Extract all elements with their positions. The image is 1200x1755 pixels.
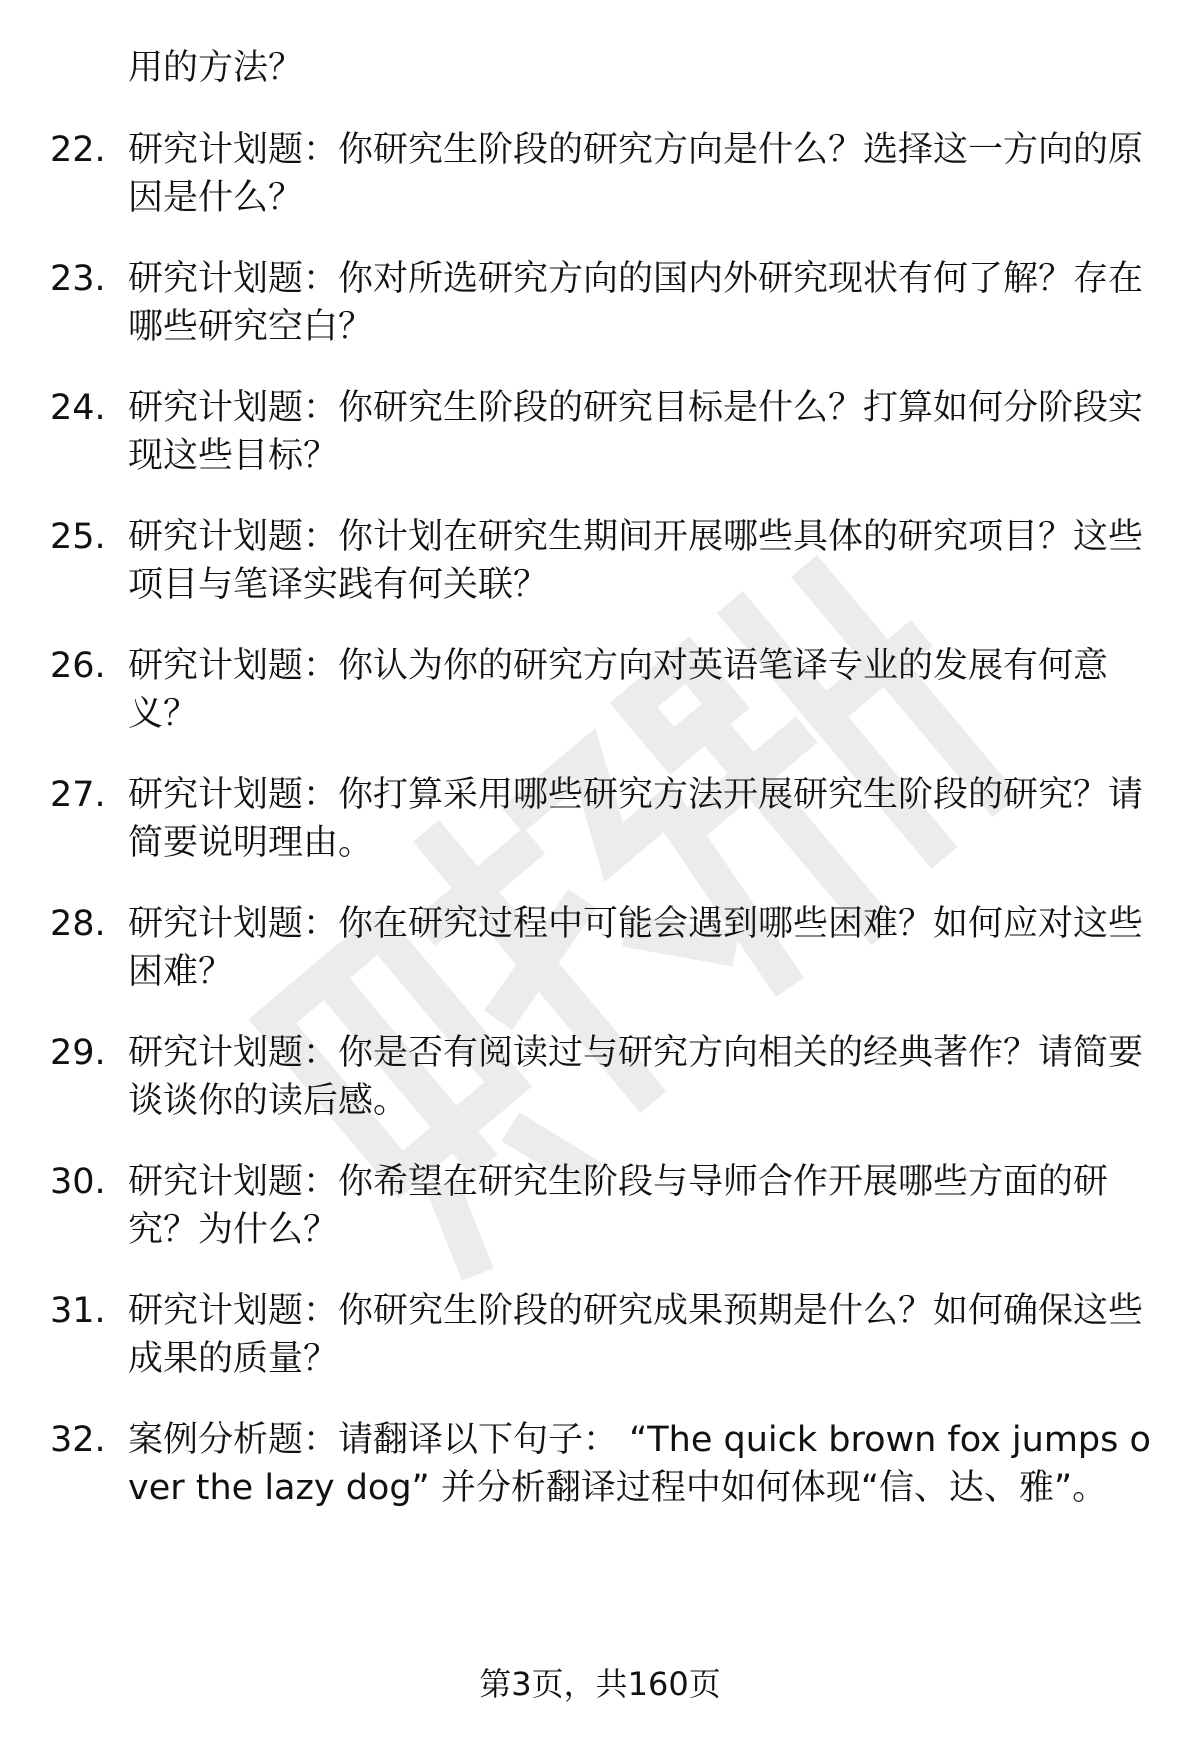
continuation-text: 用的方法？	[128, 48, 304, 88]
question-text: 研究计划题：你是否有阅读过与研究方向相关的经典著作？请简要谈谈你的读后感。	[128, 1033, 1144, 1121]
question-number: 22.	[50, 130, 106, 170]
question-item	[50, 384, 1160, 480]
question-text: 研究计划题：你认为你的研究方向对英语笔译专业的发展有何意义？	[128, 646, 1109, 734]
question-number: 32.	[50, 1420, 106, 1460]
question-text: 研究计划题：你研究生阶段的研究方向是什么？选择这一方向的原因是什么？	[128, 130, 1144, 218]
question-item	[50, 255, 1160, 351]
question-item	[50, 900, 1160, 996]
question-number: 27.	[50, 775, 106, 815]
question-number: 25.	[50, 517, 106, 557]
question-text: 案例分析题：请翻译以下句子： “The quick brown fox jumps over the lazy dog” 并分析翻译过程中如何体现“信、达、雅”。	[128, 1420, 1151, 1508]
question-number: 24.	[50, 388, 106, 428]
question-number: 26.	[50, 646, 106, 686]
question-list	[50, 44, 1160, 1545]
question-number: 29.	[50, 1033, 106, 1073]
question-item	[50, 513, 1160, 609]
question-number: 30.	[50, 1162, 106, 1202]
question-item	[50, 1287, 1160, 1383]
question-text: 研究计划题：你在研究过程中可能会遇到哪些困难？如何应对这些困难？	[128, 904, 1144, 992]
question-text: 研究计划题：你研究生阶段的研究成果预期是什么？如何确保这些成果的质量？	[128, 1291, 1144, 1379]
question-item	[50, 1158, 1160, 1254]
question-item	[50, 771, 1160, 867]
question-number: 31.	[50, 1291, 106, 1331]
question-item	[50, 1029, 1160, 1125]
page-footer: 第3页，共160页	[479, 1665, 721, 1703]
question-number: 23.	[50, 259, 106, 299]
question-text: 研究计划题：你打算采用哪些研究方法开展研究生阶段的研究？请简要说明理由。	[128, 775, 1144, 863]
question-text: 研究计划题：你希望在研究生阶段与导师合作开展哪些方面的研究？为什么？	[128, 1162, 1109, 1250]
question-text: 研究计划题：你研究生阶段的研究目标是什么？打算如何分阶段实现这些目标？	[128, 388, 1144, 476]
question-item	[50, 1416, 1160, 1512]
question-text: 研究计划题：你对所选研究方向的国内外研究现状有何了解？存在哪些研究空白？	[128, 259, 1144, 347]
question-item	[50, 642, 1160, 738]
question-number: 28.	[50, 904, 106, 944]
question-text: 研究计划题：你计划在研究生期间开展哪些具体的研究项目？这些项目与笔译实践有何关联？	[128, 517, 1144, 605]
question-item	[50, 126, 1160, 222]
